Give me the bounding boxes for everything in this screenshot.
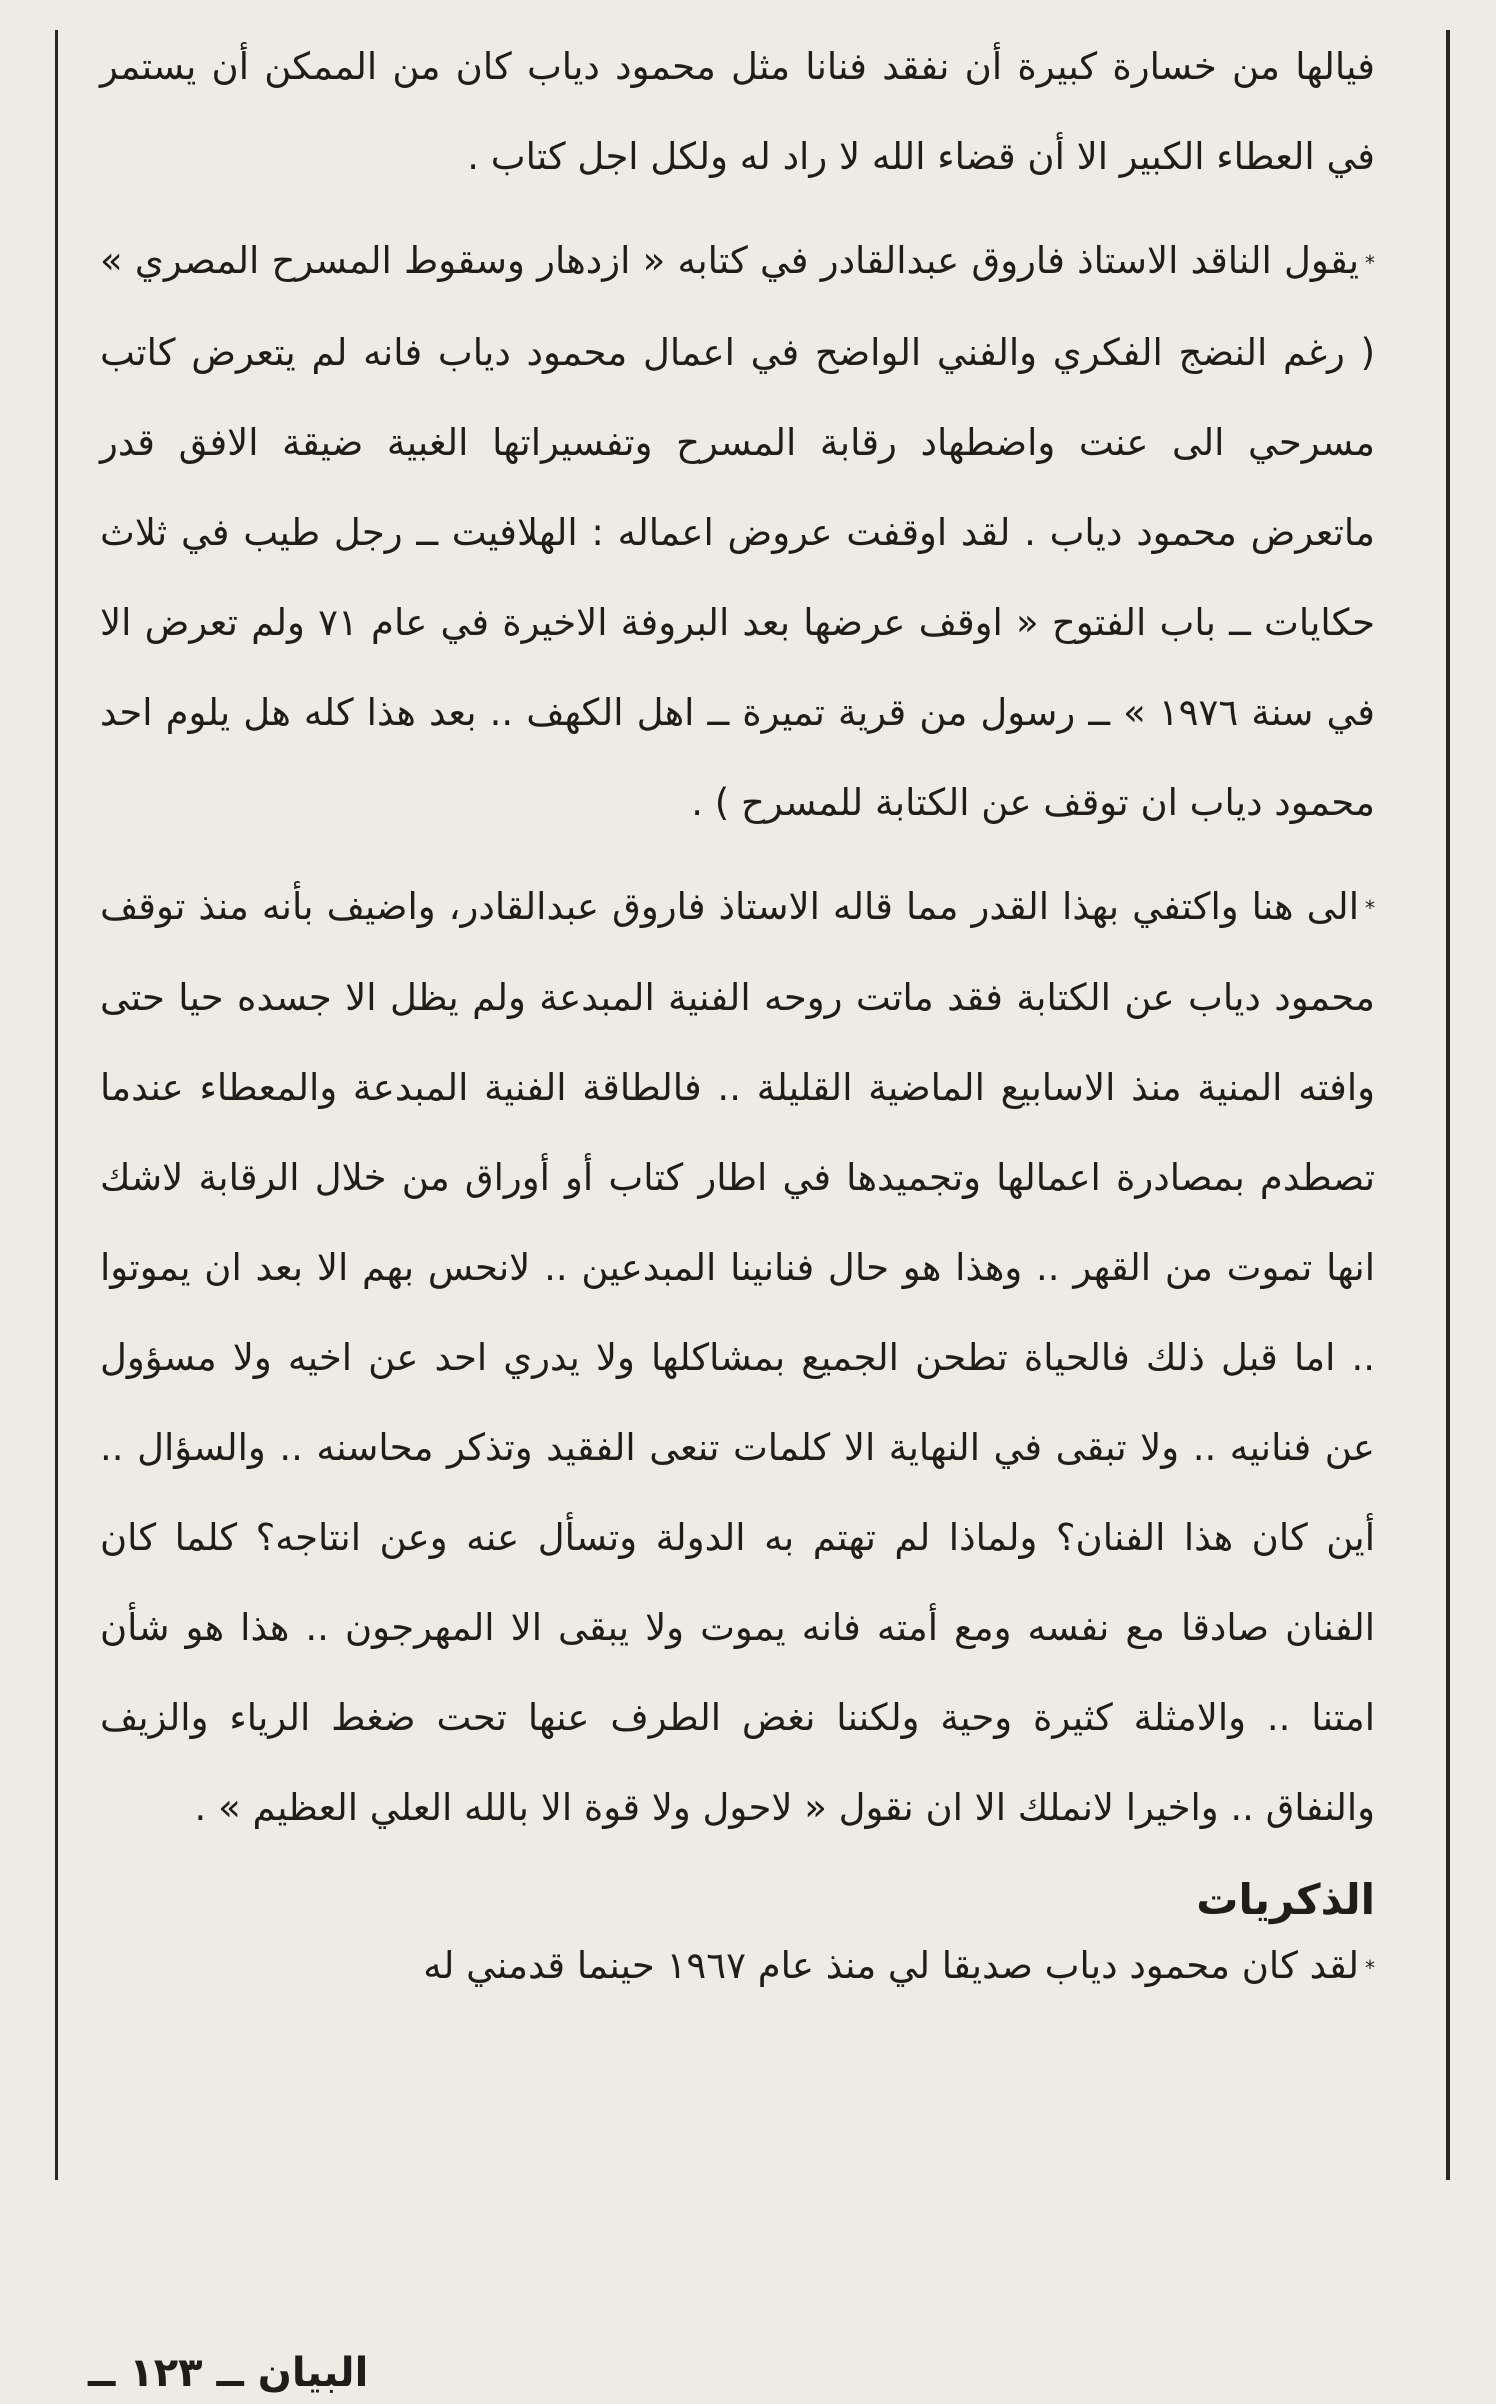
section-heading: الذكريات [1196,1875,1375,1924]
paragraph-4-text: لقد كان محمود دياب صديقا لي منذ عام ١٩٦٧ حينما قدمني له [423,1944,1359,1987]
paragraph-2-text: يقول الناقد الاستاذ فاروق عبدالقادر في كتابه « ازدهار وسقوط المسرح المصري » ( رغم النضج الفكري والفني الواضح في اعمال محمود دياب فانه لم يتعرض كاتب مسرحي الى عنت واضطهاد رقابة المسرح وتفسيراتها الغبية ضيقة الافق قدر ماتعرض محمود دياب . لقد اوقفت عروض اعماله : الهلافيت ــ رجل طيب في ثلاث حكايات ــ باب الفتوح « اوقف عرضها بعد البروفة الاخيرة في عام ٧١ ولم تعرض الا في سنة ١٩٧٦ » ــ رسول من قرية تميرة ــ اهل الكهف .. بعد هذا كله هل يلوم احد محمود دياب ان توقف عن الكتابة للمسرح ) . [100,239,1375,824]
bullet-star-icon: * [1365,250,1375,275]
bullet-star-icon: * [1365,896,1375,920]
left-column-rule [55,30,58,2180]
paragraph-3-text: الى هنا واكتفي بهذا القدر مما قاله الاستاذ فاروق عبدالقادر، واضيف بأنه منذ توقف محمود دياب عن الكتابة فقد ماتت روحه الفنية المبدعة ولم يظل الا جسده حيا حتى وافته المنية منذ الاسابيع الماضية القليلة .. فالطاقة الفنية المبدعة والمعطاء عندما تصطدم بمصادرة اعمالها وتجميدها في اطار كتاب أو أوراق من خلال الرقابة لاشك انها تموت من القهر .. وهذا هو حال فنانينا المبدعين .. لانحس بهم الا بعد ان يموتوا .. اما قبل ذلك فالحياة تطحن الجميع بمشاكلها ولا يدري احد عن اخيه ولا مسؤول عن فنانيه .. ولا تبقى في النهاية الا كلمات تنعى الفقيد وتذكر محاسنه .. والسؤال .. أين كان هذا الفنان؟ ولماذا لم تهتم به الدولة وتسأل عنه وعن انتاجه؟ كلما كان الفنان صادقا مع نفسه ومع أمته فانه يموت ولا يبقى الا المهرجون .. هذا هو شأن امتنا .. والامثلة كثيرة وحية ولكننا نغض الطرف عنها تحت ضغط الرياء والزيف والنفاق .. واخيرا لانملك الا ان نقول « لاحول ولا قوة الا بالله العلي العظيم » . [100,884,1375,1829]
article-paragraph-2 [100,216,1375,848]
page-footer: البيان ــ ١٢٣ ــ [88,2350,369,2396]
article-paragraph-3 [100,862,1375,1854]
article-column [100,22,1375,2001]
bullet-star-icon: * [1365,1955,1375,1980]
article-paragraph-1: فيالها من خسارة كبيرة أن نفقد فنانا مثل محمود دياب كان من الممكن أن يستمر في العطاء الكبير الا أن قضاء الله لا راد له ولكل اجل كتاب . [100,45,1375,178]
right-column-rule [1446,30,1450,2180]
article-paragraph-4 [100,1933,1375,2001]
